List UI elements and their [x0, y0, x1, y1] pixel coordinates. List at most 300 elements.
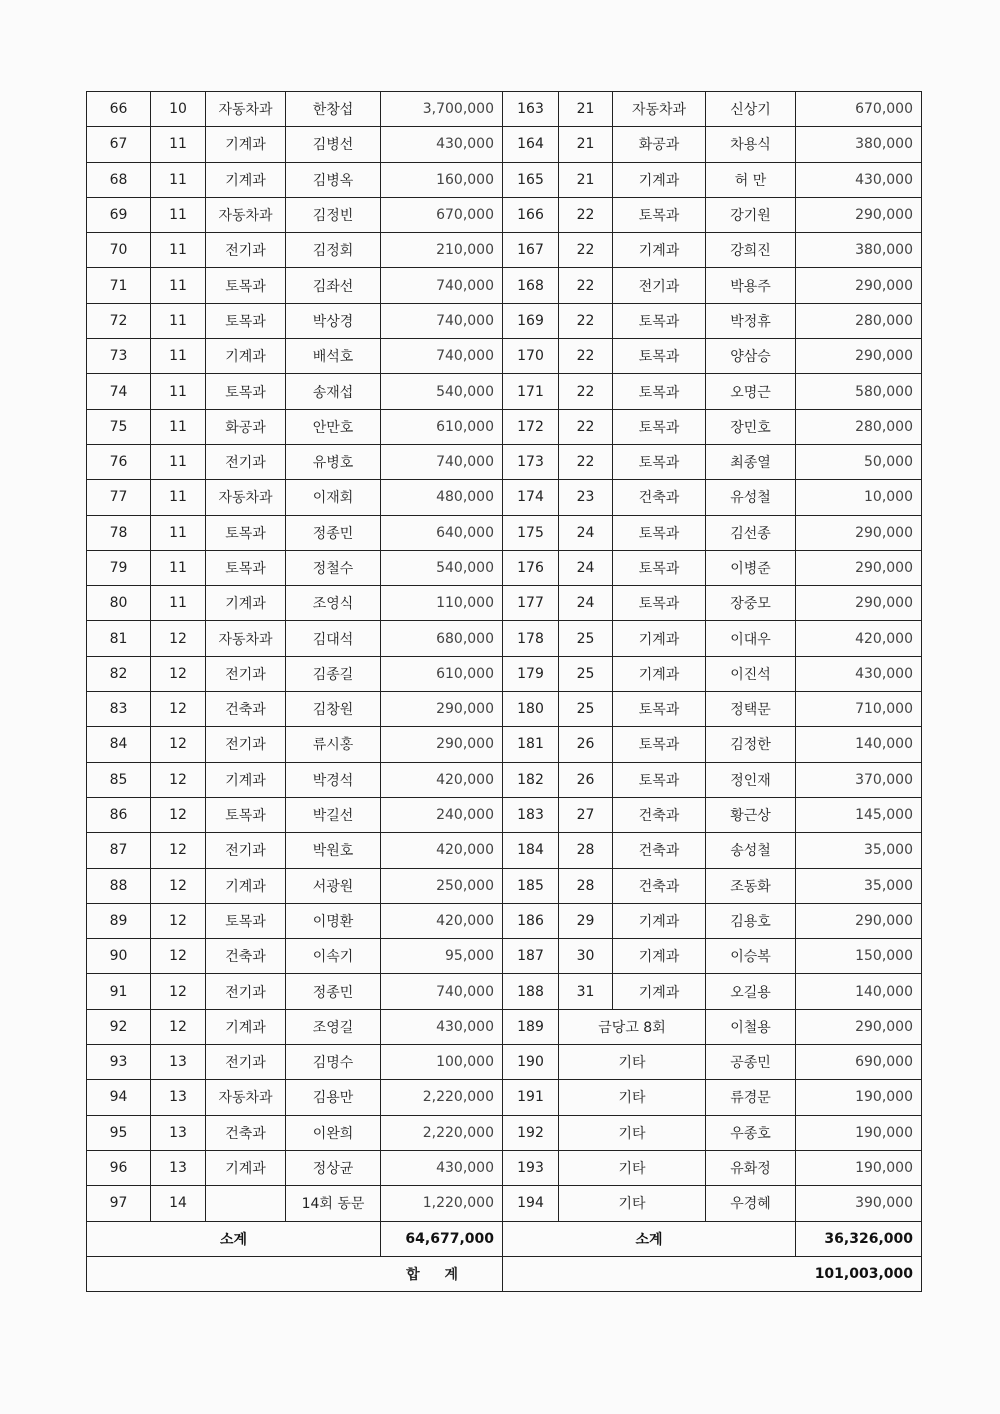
left-name-cell: 정철수 [286, 550, 381, 585]
left-class-cell: 11 [151, 233, 206, 268]
table-row [87, 233, 922, 268]
left-name-cell: 김병선 [286, 127, 381, 162]
left-dept-cell: 건축과 [206, 692, 286, 727]
right-no-cell: 190 [503, 1045, 559, 1080]
right-name-cell: 박정휴 [706, 303, 796, 338]
left-amount-cell: 610,000 [381, 409, 503, 444]
left-class-cell: 11 [151, 197, 206, 232]
left-dept-cell: 토목과 [206, 550, 286, 585]
left-name-cell: 정종민 [286, 974, 381, 1009]
left-amount-cell: 290,000 [381, 727, 503, 762]
left-dept-cell: 전기과 [206, 833, 286, 868]
right-no-cell: 189 [503, 1009, 559, 1044]
right-dept-cell: 기계과 [613, 233, 706, 268]
left-no-cell: 81 [87, 621, 151, 656]
right-no-cell: 180 [503, 692, 559, 727]
right-amount-cell: 190,000 [796, 1150, 922, 1185]
right-amount-cell: 140,000 [796, 974, 922, 1009]
left-dept-cell: 기계과 [206, 162, 286, 197]
table-row [87, 339, 922, 374]
table-row [87, 162, 922, 197]
right-no-cell: 173 [503, 444, 559, 479]
left-no-cell: 83 [87, 692, 151, 727]
left-name-cell: 박원호 [286, 833, 381, 868]
left-amount-cell: 420,000 [381, 762, 503, 797]
right-amount-cell: 140,000 [796, 727, 922, 762]
right-class-cell: 22 [559, 303, 613, 338]
left-amount-cell: 740,000 [381, 268, 503, 303]
subtotal-row [87, 1221, 922, 1256]
right-no-cell: 188 [503, 974, 559, 1009]
table-row [87, 586, 922, 621]
right-name-cell: 김정한 [706, 727, 796, 762]
right-amount-cell: 10,000 [796, 480, 922, 515]
left-name-cell: 서광원 [286, 868, 381, 903]
left-name-cell: 조영식 [286, 586, 381, 621]
right-group-cell: 기타 [559, 1186, 706, 1221]
left-class-cell: 12 [151, 727, 206, 762]
right-name-cell: 유화정 [706, 1150, 796, 1185]
left-no-cell: 87 [87, 833, 151, 868]
table-row [87, 374, 922, 409]
left-no-cell: 96 [87, 1150, 151, 1185]
total-amount: 101,003,000 [503, 1256, 922, 1291]
left-amount-cell: 480,000 [381, 480, 503, 515]
right-name-cell: 이진석 [706, 656, 796, 691]
right-dept-cell: 토목과 [613, 692, 706, 727]
right-name-cell: 이대우 [706, 621, 796, 656]
table-row [87, 1045, 922, 1080]
table-body [87, 92, 922, 1222]
left-class-cell: 12 [151, 903, 206, 938]
left-no-cell: 71 [87, 268, 151, 303]
left-name-cell: 이속기 [286, 939, 381, 974]
right-dept-cell: 토목과 [613, 444, 706, 479]
table-row [87, 1115, 922, 1150]
right-amount-cell: 430,000 [796, 162, 922, 197]
left-amount-cell: 110,000 [381, 586, 503, 621]
right-dept-cell: 토목과 [613, 197, 706, 232]
right-no-cell: 182 [503, 762, 559, 797]
right-name-cell: 이승복 [706, 939, 796, 974]
left-dept-cell: 토목과 [206, 374, 286, 409]
right-name-cell: 강기원 [706, 197, 796, 232]
left-no-cell: 90 [87, 939, 151, 974]
right-class-cell: 26 [559, 762, 613, 797]
right-name-cell: 김용호 [706, 903, 796, 938]
left-name-cell: 김종길 [286, 656, 381, 691]
left-amount-cell: 290,000 [381, 692, 503, 727]
right-dept-cell: 기계과 [613, 162, 706, 197]
right-name-cell: 오명근 [706, 374, 796, 409]
right-amount-cell: 390,000 [796, 1186, 922, 1221]
left-subtotal-label: 소계 [87, 1221, 381, 1256]
right-amount-cell: 190,000 [796, 1080, 922, 1115]
left-amount-cell: 160,000 [381, 162, 503, 197]
left-dept-cell: 토목과 [206, 268, 286, 303]
left-name-cell: 박상경 [286, 303, 381, 338]
left-dept-cell: 전기과 [206, 444, 286, 479]
right-dept-cell: 기계과 [613, 903, 706, 938]
left-class-cell: 11 [151, 444, 206, 479]
left-dept-cell: 자동차과 [206, 92, 286, 127]
right-amount-cell: 290,000 [796, 586, 922, 621]
table-row [87, 444, 922, 479]
right-class-cell: 27 [559, 797, 613, 832]
left-name-cell: 류시홍 [286, 727, 381, 762]
left-subtotal-amount: 64,677,000 [381, 1221, 503, 1256]
left-amount-cell: 2,220,000 [381, 1115, 503, 1150]
table-row [87, 727, 922, 762]
right-class-cell: 22 [559, 233, 613, 268]
table-row [87, 197, 922, 232]
right-amount-cell: 290,000 [796, 268, 922, 303]
left-amount-cell: 420,000 [381, 903, 503, 938]
right-dept-cell: 전기과 [613, 268, 706, 303]
left-name-cell: 박길선 [286, 797, 381, 832]
left-dept-cell: 전기과 [206, 727, 286, 762]
left-class-cell: 11 [151, 162, 206, 197]
left-class-cell: 12 [151, 762, 206, 797]
left-dept-cell: 전기과 [206, 233, 286, 268]
left-dept-cell: 전기과 [206, 656, 286, 691]
right-amount-cell: 710,000 [796, 692, 922, 727]
left-no-cell: 70 [87, 233, 151, 268]
left-no-cell: 74 [87, 374, 151, 409]
right-class-cell: 22 [559, 409, 613, 444]
right-name-cell: 최종열 [706, 444, 796, 479]
right-class-cell: 24 [559, 515, 613, 550]
left-name-cell: 김대석 [286, 621, 381, 656]
right-name-cell: 황근상 [706, 797, 796, 832]
left-no-cell: 79 [87, 550, 151, 585]
right-subtotal-label: 소계 [503, 1221, 796, 1256]
right-amount-cell: 280,000 [796, 303, 922, 338]
left-name-cell: 정상균 [286, 1150, 381, 1185]
left-no-cell: 85 [87, 762, 151, 797]
left-name-cell: 김병옥 [286, 162, 381, 197]
left-amount-cell: 740,000 [381, 339, 503, 374]
left-class-cell: 12 [151, 868, 206, 903]
left-dept-cell: 기계과 [206, 868, 286, 903]
right-dept-cell: 기계과 [613, 621, 706, 656]
right-dept-cell: 토목과 [613, 409, 706, 444]
right-class-cell: 25 [559, 621, 613, 656]
left-name-cell: 김정회 [286, 233, 381, 268]
right-dept-cell: 건축과 [613, 833, 706, 868]
right-amount-cell: 420,000 [796, 621, 922, 656]
table-row [87, 92, 922, 127]
left-dept-cell: 토목과 [206, 903, 286, 938]
table-row [87, 268, 922, 303]
right-class-cell: 21 [559, 92, 613, 127]
left-name-cell: 김용만 [286, 1080, 381, 1115]
left-class-cell: 11 [151, 586, 206, 621]
right-amount-cell: 430,000 [796, 656, 922, 691]
left-no-cell: 78 [87, 515, 151, 550]
left-no-cell: 91 [87, 974, 151, 1009]
right-no-cell: 171 [503, 374, 559, 409]
right-class-cell: 28 [559, 868, 613, 903]
table-row [87, 656, 922, 691]
right-amount-cell: 290,000 [796, 515, 922, 550]
right-group-cell: 금당고 8회 [559, 1009, 706, 1044]
left-class-cell: 11 [151, 409, 206, 444]
left-amount-cell: 210,000 [381, 233, 503, 268]
right-name-cell: 류경문 [706, 1080, 796, 1115]
right-no-cell: 175 [503, 515, 559, 550]
table-row [87, 762, 922, 797]
right-amount-cell: 380,000 [796, 127, 922, 162]
left-class-cell: 12 [151, 939, 206, 974]
left-name-cell: 배석호 [286, 339, 381, 374]
right-amount-cell: 50,000 [796, 444, 922, 479]
right-group-cell: 기타 [559, 1115, 706, 1150]
table-row [87, 939, 922, 974]
right-no-cell: 176 [503, 550, 559, 585]
right-amount-cell: 290,000 [796, 1009, 922, 1044]
left-amount-cell: 670,000 [381, 197, 503, 232]
left-dept-cell: 기계과 [206, 127, 286, 162]
right-amount-cell: 290,000 [796, 197, 922, 232]
left-class-cell: 11 [151, 374, 206, 409]
right-amount-cell: 380,000 [796, 233, 922, 268]
table-row [87, 127, 922, 162]
table-row [87, 974, 922, 1009]
left-class-cell: 13 [151, 1080, 206, 1115]
table-row [87, 833, 922, 868]
right-dept-cell: 토목과 [613, 550, 706, 585]
left-class-cell: 11 [151, 515, 206, 550]
left-name-cell: 박경석 [286, 762, 381, 797]
left-no-cell: 82 [87, 656, 151, 691]
right-no-cell: 192 [503, 1115, 559, 1150]
left-class-cell: 11 [151, 268, 206, 303]
left-no-cell: 97 [87, 1186, 151, 1221]
left-no-cell: 92 [87, 1009, 151, 1044]
right-name-cell: 오길용 [706, 974, 796, 1009]
left-dept-cell: 토목과 [206, 515, 286, 550]
left-dept-cell: 건축과 [206, 939, 286, 974]
table-row [87, 303, 922, 338]
right-no-cell: 168 [503, 268, 559, 303]
right-dept-cell: 토목과 [613, 586, 706, 621]
left-no-cell: 84 [87, 727, 151, 762]
table-row [87, 480, 922, 515]
left-amount-cell: 430,000 [381, 1009, 503, 1044]
right-no-cell: 183 [503, 797, 559, 832]
left-class-cell: 11 [151, 550, 206, 585]
right-no-cell: 181 [503, 727, 559, 762]
right-group-cell: 기타 [559, 1045, 706, 1080]
left-amount-cell: 420,000 [381, 833, 503, 868]
left-amount-cell: 740,000 [381, 974, 503, 1009]
left-no-cell: 95 [87, 1115, 151, 1150]
table-row [87, 692, 922, 727]
table-row [87, 409, 922, 444]
left-class-cell: 13 [151, 1115, 206, 1150]
right-dept-cell: 토목과 [613, 339, 706, 374]
left-name-cell: 안만호 [286, 409, 381, 444]
table-row [87, 1080, 922, 1115]
left-no-cell: 73 [87, 339, 151, 374]
left-name-cell: 14회 동문 [286, 1186, 381, 1221]
left-class-cell: 11 [151, 339, 206, 374]
left-amount-cell: 95,000 [381, 939, 503, 974]
left-name-cell: 한창섭 [286, 92, 381, 127]
right-class-cell: 28 [559, 833, 613, 868]
left-dept-cell: 기계과 [206, 1150, 286, 1185]
right-amount-cell: 35,000 [796, 868, 922, 903]
right-class-cell: 25 [559, 656, 613, 691]
left-dept-cell [206, 1186, 286, 1221]
right-name-cell: 허 만 [706, 162, 796, 197]
table-row [87, 1186, 922, 1221]
left-name-cell: 김창원 [286, 692, 381, 727]
right-no-cell: 179 [503, 656, 559, 691]
right-name-cell: 이병준 [706, 550, 796, 585]
right-no-cell: 194 [503, 1186, 559, 1221]
right-no-cell: 193 [503, 1150, 559, 1185]
right-no-cell: 185 [503, 868, 559, 903]
left-no-cell: 69 [87, 197, 151, 232]
left-amount-cell: 640,000 [381, 515, 503, 550]
right-class-cell: 29 [559, 903, 613, 938]
right-amount-cell: 290,000 [796, 339, 922, 374]
left-class-cell: 11 [151, 303, 206, 338]
right-name-cell: 조동화 [706, 868, 796, 903]
left-no-cell: 80 [87, 586, 151, 621]
right-amount-cell: 580,000 [796, 374, 922, 409]
right-class-cell: 21 [559, 127, 613, 162]
right-amount-cell: 35,000 [796, 833, 922, 868]
total-label: 합 계 [87, 1256, 503, 1291]
left-amount-cell: 740,000 [381, 303, 503, 338]
right-dept-cell: 기계과 [613, 974, 706, 1009]
right-name-cell: 정택문 [706, 692, 796, 727]
right-amount-cell: 370,000 [796, 762, 922, 797]
right-subtotal-amount: 36,326,000 [796, 1221, 922, 1256]
right-no-cell: 169 [503, 303, 559, 338]
right-class-cell: 23 [559, 480, 613, 515]
right-dept-cell: 토목과 [613, 303, 706, 338]
left-no-cell: 72 [87, 303, 151, 338]
left-class-cell: 11 [151, 127, 206, 162]
table-row [87, 1009, 922, 1044]
left-class-cell: 10 [151, 92, 206, 127]
right-no-cell: 184 [503, 833, 559, 868]
right-class-cell: 25 [559, 692, 613, 727]
right-name-cell: 박용주 [706, 268, 796, 303]
right-no-cell: 174 [503, 480, 559, 515]
left-class-cell: 12 [151, 621, 206, 656]
left-dept-cell: 기계과 [206, 762, 286, 797]
left-name-cell: 이명환 [286, 903, 381, 938]
right-no-cell: 164 [503, 127, 559, 162]
left-dept-cell: 자동차과 [206, 480, 286, 515]
right-no-cell: 172 [503, 409, 559, 444]
left-name-cell: 이재회 [286, 480, 381, 515]
right-name-cell: 유성철 [706, 480, 796, 515]
right-name-cell: 공종민 [706, 1045, 796, 1080]
left-no-cell: 77 [87, 480, 151, 515]
left-dept-cell: 전기과 [206, 1045, 286, 1080]
right-group-cell: 기타 [559, 1080, 706, 1115]
right-name-cell: 송성철 [706, 833, 796, 868]
left-amount-cell: 610,000 [381, 656, 503, 691]
right-dept-cell: 토목과 [613, 515, 706, 550]
right-name-cell: 차용식 [706, 127, 796, 162]
right-group-cell: 기타 [559, 1150, 706, 1185]
right-name-cell: 신상기 [706, 92, 796, 127]
left-name-cell: 유병호 [286, 444, 381, 479]
right-name-cell: 양삼승 [706, 339, 796, 374]
left-class-cell: 13 [151, 1150, 206, 1185]
right-name-cell: 장중모 [706, 586, 796, 621]
left-name-cell: 김명수 [286, 1045, 381, 1080]
right-dept-cell: 자동차과 [613, 92, 706, 127]
right-dept-cell: 건축과 [613, 480, 706, 515]
left-class-cell: 12 [151, 974, 206, 1009]
right-class-cell: 26 [559, 727, 613, 762]
right-amount-cell: 280,000 [796, 409, 922, 444]
right-name-cell: 장민호 [706, 409, 796, 444]
right-class-cell: 21 [559, 162, 613, 197]
right-class-cell: 22 [559, 374, 613, 409]
right-class-cell: 22 [559, 444, 613, 479]
left-dept-cell: 자동차과 [206, 1080, 286, 1115]
right-class-cell: 22 [559, 197, 613, 232]
left-amount-cell: 2,220,000 [381, 1080, 503, 1115]
table-row [87, 903, 922, 938]
left-amount-cell: 430,000 [381, 1150, 503, 1185]
right-dept-cell: 기계과 [613, 939, 706, 974]
left-name-cell: 김정빈 [286, 197, 381, 232]
right-dept-cell: 건축과 [613, 797, 706, 832]
right-no-cell: 166 [503, 197, 559, 232]
left-no-cell: 93 [87, 1045, 151, 1080]
left-amount-cell: 1,220,000 [381, 1186, 503, 1221]
right-class-cell: 22 [559, 339, 613, 374]
right-no-cell: 191 [503, 1080, 559, 1115]
right-no-cell: 187 [503, 939, 559, 974]
left-no-cell: 75 [87, 409, 151, 444]
left-amount-cell: 240,000 [381, 797, 503, 832]
left-class-cell: 12 [151, 656, 206, 691]
left-name-cell: 정종민 [286, 515, 381, 550]
left-no-cell: 68 [87, 162, 151, 197]
right-amount-cell: 190,000 [796, 1115, 922, 1150]
left-dept-cell: 기계과 [206, 339, 286, 374]
right-amount-cell: 145,000 [796, 797, 922, 832]
left-dept-cell: 자동차과 [206, 621, 286, 656]
left-dept-cell: 자동차과 [206, 197, 286, 232]
left-amount-cell: 740,000 [381, 444, 503, 479]
right-class-cell: 22 [559, 268, 613, 303]
left-dept-cell: 토목과 [206, 797, 286, 832]
left-dept-cell: 건축과 [206, 1115, 286, 1150]
left-no-cell: 88 [87, 868, 151, 903]
total-row [87, 1256, 922, 1291]
right-no-cell: 186 [503, 903, 559, 938]
right-amount-cell: 150,000 [796, 939, 922, 974]
left-amount-cell: 540,000 [381, 550, 503, 585]
right-class-cell: 24 [559, 586, 613, 621]
left-name-cell: 조영길 [286, 1009, 381, 1044]
right-dept-cell: 토목과 [613, 762, 706, 797]
right-dept-cell: 토목과 [613, 727, 706, 762]
right-no-cell: 165 [503, 162, 559, 197]
